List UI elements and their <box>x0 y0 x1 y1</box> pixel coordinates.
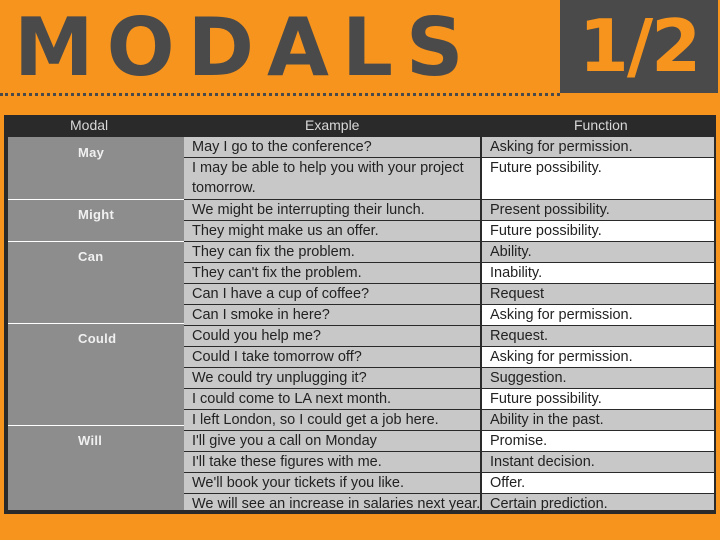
example-cell <box>184 452 480 472</box>
example-cell <box>184 242 480 262</box>
table-row <box>184 263 714 283</box>
example-text: We might be interrupting their lunch. <box>192 202 425 218</box>
function-text: Promise. <box>490 433 548 449</box>
example-cell <box>184 263 480 283</box>
function-cell <box>482 221 714 241</box>
header-example: Example <box>305 117 360 133</box>
function-text: Suggestion. <box>490 370 567 386</box>
table-row <box>184 368 714 388</box>
header-function: Function <box>574 117 628 133</box>
example-text: They might make us an offer. <box>192 223 379 239</box>
example-text: We'll book your tickets if you like. <box>192 475 405 491</box>
example-cell <box>184 347 480 367</box>
modal-label: Can <box>78 249 104 264</box>
function-text: Asking for permission. <box>490 349 633 365</box>
example-cell <box>184 305 480 325</box>
modal-label: May <box>78 145 105 160</box>
function-text: Request <box>490 286 545 302</box>
function-cell <box>482 158 714 199</box>
modal-label: Could <box>78 331 117 346</box>
table-row <box>184 389 714 409</box>
example-cell <box>184 473 480 493</box>
group-separator <box>8 241 184 242</box>
modals-table <box>4 115 716 514</box>
table-row <box>184 494 714 510</box>
table-row <box>184 326 714 346</box>
function-cell <box>482 326 714 346</box>
dotted-divider <box>0 93 560 96</box>
function-text: Ability in the past. <box>490 412 604 428</box>
example-cell <box>184 326 480 346</box>
table-row <box>184 431 714 451</box>
example-cell <box>184 284 480 304</box>
table-row <box>184 305 714 325</box>
table-row <box>184 242 714 262</box>
modal-label: Might <box>78 207 115 222</box>
function-cell <box>482 242 714 262</box>
example-text: Could I take tomorrow off? <box>192 349 362 365</box>
function-text: Present possibility. <box>490 202 610 218</box>
example-text: I left London, so I could get a job here. <box>192 412 439 428</box>
example-cell <box>184 200 480 220</box>
function-text: Inability. <box>490 265 543 281</box>
function-text: Request. <box>490 328 549 344</box>
function-cell <box>482 347 714 367</box>
example-text: Can I smoke in here? <box>192 307 330 323</box>
function-text: Ability. <box>490 244 532 260</box>
function-cell <box>482 305 714 325</box>
table-row <box>184 221 714 241</box>
example-text: I may be able to help you with your project <box>192 160 464 176</box>
function-text: Asking for permission. <box>490 307 633 323</box>
function-text: Offer. <box>490 475 526 491</box>
example-text: They can fix the problem. <box>192 244 355 260</box>
function-cell <box>482 389 714 409</box>
example-text-continued: tomorrow. <box>192 180 256 196</box>
example-text: I'll take these figures with me. <box>192 454 382 470</box>
group-separator <box>8 199 184 200</box>
table-row <box>184 158 714 199</box>
example-text: May I go to the conference? <box>192 139 372 155</box>
function-cell <box>482 473 714 493</box>
example-cell <box>184 431 480 451</box>
function-text: Future possibility. <box>490 160 602 176</box>
group-separator <box>8 425 184 426</box>
function-cell <box>482 452 714 472</box>
function-cell <box>482 200 714 220</box>
function-text: Certain prediction. <box>490 496 608 512</box>
function-text: Future possibility. <box>490 391 602 407</box>
header-modal: Modal <box>70 117 109 133</box>
table-row <box>184 452 714 472</box>
function-cell <box>482 137 714 157</box>
function-text: Instant decision. <box>490 454 595 470</box>
table-row <box>184 137 714 157</box>
example-cell <box>184 389 480 409</box>
example-text: I could come to LA next month. <box>192 391 392 407</box>
example-text: They can't fix the problem. <box>192 265 362 281</box>
part-badge: 1/2 <box>560 0 718 93</box>
function-cell <box>482 431 714 451</box>
example-text: Can I have a cup of coffee? <box>192 286 370 302</box>
function-cell <box>482 368 714 388</box>
function-text: Asking for permission. <box>490 139 633 155</box>
example-cell <box>184 158 480 199</box>
example-cell <box>184 368 480 388</box>
table-row <box>184 200 714 220</box>
example-text: We could try unplugging it? <box>192 370 367 386</box>
example-cell <box>184 221 480 241</box>
table-header <box>4 115 716 135</box>
example-cell <box>184 494 480 510</box>
group-separator <box>8 323 184 324</box>
example-text: Could you help me? <box>192 328 321 344</box>
table-row <box>184 410 714 430</box>
function-cell <box>482 410 714 430</box>
function-cell <box>482 263 714 283</box>
modal-column <box>8 137 184 510</box>
example-cell <box>184 410 480 430</box>
example-text: I'll give you a call on Monday <box>192 433 377 449</box>
example-text: We will see an increase in salaries next year. <box>192 496 481 512</box>
page-title: MODALS <box>14 1 477 94</box>
function-text: Future possibility. <box>490 223 602 239</box>
function-cell <box>482 284 714 304</box>
table-row <box>184 473 714 493</box>
function-cell <box>482 494 714 510</box>
modal-label: Will <box>78 433 103 448</box>
table-row <box>184 284 714 304</box>
example-cell <box>184 137 480 157</box>
table-row <box>184 347 714 367</box>
